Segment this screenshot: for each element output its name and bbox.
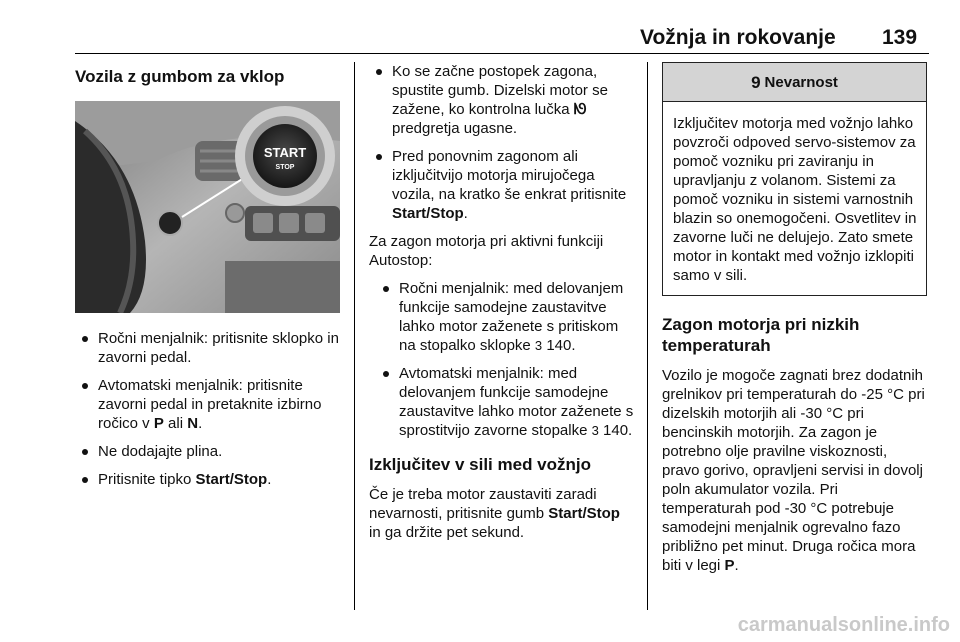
page-reference-icon: 3 [591, 423, 599, 438]
warning-triangle-icon: 9 [751, 72, 761, 92]
column-2 [369, 62, 634, 551]
low-temperature-paragraph: Vozilo je mogoče zagnati brez dodatnih grelnikov pri temperaturah do -25 °C pri dizelskih motorjih ali -30 °C pri bencinskih motorjih. Za zagon je potrebno olje pravilne viskoznosti, pravo gorivo, opravljeni servisi in dovolj poln akumulator vozila. Pri temperaturah pod -30 °C potrebuje samodejni menjalnik ogrevalno fazo približno pet minut. Druga ročica mora biti v legi P. [662, 367, 925, 574]
list-item: Pred ponovnim zagonom ali izključitvijo motorja mirujočega vozila, na kratko še enkrat pritisnite Start/Stop. [369, 147, 634, 223]
page-number: 139 [882, 26, 918, 49]
autostop-intro: Za zagon motorja pri aktivni funkciji Autostop: [369, 233, 604, 269]
column-1 [75, 62, 340, 498]
bullet-icon [383, 286, 389, 292]
column-divider-left [354, 62, 355, 610]
glow-plug-icon: ᘚ [573, 101, 587, 118]
page-reference-icon: 3 [534, 338, 543, 353]
warning-text: Izključitev motorja med vožnjo lahko povzroči odpoved servo-sistemov za pomoč vozniku pri zaviranju in upravljanju z volanom. Sistemi za pomoč vozniku in sistemi varnostnih blazin so onemogočeni. Osvetlitev in zavorne luči ne delujejo. Zato smete motor in kontakt med vožnjo izklopiti samo v sili. [673, 115, 917, 284]
photo-stop-label: STOP [275, 164, 295, 171]
danger-warning-box [662, 62, 927, 296]
list-item: Ne dodajajte plina. [75, 442, 340, 461]
bullet-icon [376, 69, 382, 75]
bullet-icon [82, 383, 88, 389]
autostop-list [369, 279, 634, 440]
section-heading-push-button: Vozila z gumbom za vklop [75, 67, 285, 86]
list-item: Pritisnite tipko Start/Stop. [75, 470, 340, 489]
column-3 [662, 62, 927, 584]
list-item: Ročni menjalnik: med delovanjem funkcije samodejne zaustavitve lahko motor zaženete s pritiskom na stopalko sklopke 3 140. [376, 279, 634, 355]
warning-title: Nevarnost [764, 73, 838, 91]
list-item: Avtomatski menjalnik: pritisnite zavorni pedal in pretaknite izbirno ročico v P ali N. [75, 376, 340, 433]
section-heading-emergency: Izključitev v sili med vožnjo [369, 455, 592, 474]
bullet-icon [376, 154, 382, 160]
page-reference-link[interactable]: 140. [542, 337, 576, 354]
section-heading-low-temperatures: Zagon motorja pri nizkih temperaturah [662, 315, 860, 355]
column-divider-right [647, 62, 648, 610]
emergency-paragraph: Če je treba motor zaustaviti zaradi nevarnosti, pritisnite gumb Start/Stop in ga držite pet sekund. [369, 486, 620, 541]
page-reference-link[interactable]: 140. [598, 422, 633, 439]
running-header-title: Vožnja in rokovanje [640, 26, 836, 49]
list-item: Avtomatski menjalnik: med delovanjem funkcije samodejne zaustavitve lahko motor zaženete s sprostitvijo zavorne stopalke 3 140. [376, 364, 634, 440]
start-stop-button-photo [75, 101, 340, 313]
start-release-list [369, 62, 634, 223]
start-steps-list [75, 329, 340, 489]
bullet-icon [82, 449, 88, 455]
bullet-icon [383, 371, 389, 377]
watermark: carmanualsonline.info [737, 614, 950, 636]
bullet-icon [82, 477, 88, 483]
header-rule [75, 53, 929, 54]
list-item: Ročni menjalnik: pritisnite sklopko in zavorni pedal. [75, 329, 340, 367]
warning-header [663, 63, 926, 102]
photo-start-label: START [263, 145, 307, 160]
bullet-icon [82, 336, 88, 342]
list-item: Ko se začne postopek zagona, spustite gumb. Dizelski motor se zažene, ko kontrolna lučka ᘚ predgretja ugasne. [369, 62, 634, 138]
